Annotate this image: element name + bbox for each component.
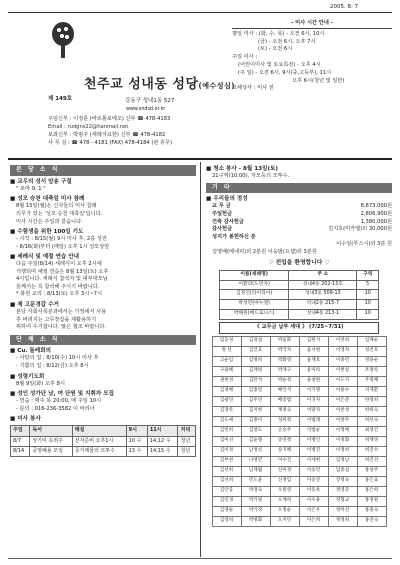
household-name: 김미선	[212, 436, 241, 446]
household-name: 남재월	[241, 466, 270, 476]
household-name: 배인석	[270, 386, 299, 396]
household-name: 이범순	[299, 426, 328, 436]
household-name: 이찬성	[328, 406, 357, 416]
table-row: 8/14 공영폐용 모임 증거제물의 모투수 13 수 14,15 수 청년	[11, 446, 196, 456]
household-name: 김미정	[212, 446, 241, 456]
household-name: 김주연	[241, 396, 270, 406]
household-name: 이은희	[299, 516, 328, 526]
household-name: 박경숙	[241, 486, 270, 496]
household-name: 정정희	[328, 516, 357, 526]
table-row	[212, 516, 386, 526]
household-name: 고순임	[212, 356, 241, 366]
parish-news-heading: 본 당 소 식	[10, 165, 196, 176]
household-name: 구광혜	[212, 366, 241, 376]
table-row: 김정인(라이리아) 성내3동 509-13 10	[220, 290, 379, 300]
news-heading: ■ 수험생을 위한 100일 기도	[10, 229, 84, 236]
household-name: 허재경	[357, 436, 386, 446]
household-name: 허진수	[357, 446, 386, 456]
list-item: 교 무 금 8,873,000원	[212, 203, 392, 210]
left-column: 본 당 소 식 ■ 교우의 성서 암송 구절 " 로마 9, 1 " ■ 성모 승천 대축일 미사 참례 8월 15일(월)은 신자들의 미사 참례 의무가 있는 '성모 승천 대축일'입니다. 미사 시간은 주일과 같습니다. ■ 수험생을 위한 100일 기도 - 시작 : 8/15(월) 9시 미사 후, 2층 성전 - 8/16(화)부터 (매일) 오후 1시 성모상앞 ■ 세례식 및 예절 연습 안내 다음 주일(8/14) 세례식이 오후 2시에 거행되며 예절 연습은 8월 13일(토) 오후 4시입니다. 세례식 참석자 및 대부대모님 들께서는 꼭 참석해 주시기 바랍니다. * 봉헌 교리 : 8/13(토) 오후 3시~7시 ■ 제 고문경갑 수거 본당 사회사목분과에서는 가정에서 사용 후 버려지는 고무장갑을 재활용하기 위하여 수거합니다. 많은 협조 바랍니다. 단 체 소 식 ■ Cu. 돌레회의 - 사랑의 집 : 8/10(수) 10시 미사 후 - 기쁨의 집 : 8/12(금) 오후 8시 ■ 성령기도회 8월 9일(화) 오후 8시 ■ 성인 성가단 남, 여 단원 및 지휘자 모집 - 연습 : 매주 목 20:00, 매 주일 10시 - 문의 : 016-236-3582 이 바리아 ■ 미사 봉사 주일 독서 해설 9시 11시 저녁 8/7 상기미 속죄주 전자준비 오후1시 10 수 14,12 수 청년 8/14 공영폐용 모임 증거제물의 모투수 13 수 14,15 수 청년	[10, 165, 196, 457]
household-name: 김광연	[212, 396, 241, 406]
table-row: 박혜원(베드로니스) 성내4동 213-1 10	[220, 310, 379, 320]
household-name: 김선희	[212, 466, 241, 476]
household-name: 민도윤	[241, 476, 270, 486]
household-name: 정 선	[212, 346, 241, 356]
household-name: 오원영	[270, 486, 299, 496]
table-row	[212, 436, 386, 446]
table-row	[212, 466, 386, 476]
table-row	[212, 476, 386, 486]
household-name: 이우용	[299, 496, 328, 506]
household-name: 홍은표	[357, 476, 386, 486]
household-name: 이용수	[328, 386, 357, 396]
household-name: 오지민	[270, 516, 299, 526]
issue-number: 제 149호	[48, 96, 73, 102]
household-name: 김원석	[299, 336, 328, 346]
household-name: 송지혜	[270, 446, 299, 456]
household-name: 이영자	[328, 346, 357, 356]
household-name: 성희정	[270, 416, 299, 426]
household-name: 손승주	[270, 426, 299, 436]
table-row	[212, 336, 386, 346]
table-row	[212, 406, 386, 416]
welcome-table: 이름(세례명) 주 소 구역 이환의(도민자) 성내4동 202-13호 5 김정인(라이리아) 성내3동 509-13 10 박성민(마누엘) 석내2동 215-7 10 박혜원(베드로니스) 성내4동 213-1 10	[219, 270, 379, 321]
table-row: 8/7 상기미 속죄주 전자준비 오후1시 10 수 14,12 수 청년	[11, 436, 196, 446]
household-name: 박윤화	[270, 336, 299, 346]
contact-row-1: 주임신부 : 이정훈 (바르톨로메오) 신부 ☎ 478-4183	[48, 116, 171, 122]
table-row	[212, 356, 386, 366]
table-row	[212, 446, 386, 456]
household-name: 지재환	[357, 386, 386, 396]
household-name: 이창주	[328, 416, 357, 426]
household-name: 성진호	[357, 346, 386, 356]
household-name: 김안웅	[212, 486, 241, 496]
household-name: 이연희	[328, 336, 357, 346]
list-item: 주일헌금 2,806,900원	[212, 210, 392, 217]
church-website[interactable]: www.sndsd.or.kr	[126, 107, 166, 112]
table-row: 이환의(도민자) 성내4동 202-13호 5	[220, 280, 379, 290]
household-name: 김영순	[212, 506, 241, 516]
table-row	[212, 386, 386, 396]
household-name: 이정화	[328, 436, 357, 446]
household-name: 권현성	[212, 376, 241, 386]
dues-households-heading: 《 교무금 납부 세대 》 (7/25~7/31)	[219, 322, 379, 334]
household-name: 이은우	[299, 506, 328, 516]
household-name: 박기원	[241, 496, 270, 506]
household-name: 허진선	[357, 456, 386, 466]
news-heading: ■ 성인 성가단 남, 여 단원 및 지휘자 모집	[10, 391, 115, 398]
household-name: 김인호	[241, 346, 270, 356]
household-name: 이승진	[299, 476, 328, 486]
table-row	[212, 456, 386, 466]
table-row	[212, 496, 386, 506]
household-name: 정용순	[357, 356, 386, 366]
table-row	[212, 416, 386, 426]
household-name: 이세현	[299, 456, 328, 466]
household-name: 계정숙	[270, 406, 299, 416]
household-name: 이동옥	[299, 486, 328, 496]
table-row	[212, 426, 386, 436]
mass-schedule-title: - 미사 시간 안내 -	[232, 20, 392, 29]
household-name: 김종이	[241, 416, 270, 426]
household-name: 박화영	[270, 356, 299, 366]
household-name: 김정희	[241, 356, 270, 366]
table-row	[212, 366, 386, 376]
household-name: 홍종숙	[357, 506, 386, 516]
table-row	[212, 506, 386, 516]
household-name: 한희숙	[357, 406, 386, 416]
household-name: 배증범	[270, 396, 299, 406]
household-name: 이현일	[328, 366, 357, 376]
page-title: 천주교 성내동 성당(예수성심)	[84, 77, 235, 92]
household-name: 김경배	[212, 386, 241, 396]
church-logo-icon	[50, 20, 76, 60]
news-heading: ■ Cu. 돌레회의	[10, 348, 52, 355]
collection-heading: ■ 우리들의 정성	[206, 196, 248, 203]
household-name: 조정록	[357, 366, 386, 376]
household-name: 임혜순	[357, 336, 386, 346]
table-row	[212, 346, 386, 356]
collection-list: 교 무 금 8,873,000원 주일헌금 2,806,900원 건축 감사헌금 1,380,000원 감사헌금 김지호(미카엘)외 30,000원 성지가 봉헌하신 분 이수임(루스시)외 3분 원 김영배(베네딕)외 2분원 이웅범(요셉)외 3분원	[212, 203, 392, 255]
household-name: 나영빈	[241, 456, 270, 466]
household-name: 오정순	[270, 506, 299, 516]
household-name: 이승민	[299, 466, 328, 476]
dues-households-grid	[212, 336, 387, 527]
household-name: 김경섭	[241, 336, 270, 346]
mass-service-table: 주일 독서 해설 9시 11시 저녁 8/7 상기미 속죄주 전자준비 오후1시 10 수 14,12 수 청년 8/14 공영폐용 모임 증거제물의 모투수 13 수 14,15 수 청년	[10, 425, 196, 457]
mass-schedule: - 미사 시간 안내 - 평일 미사 : (화, 수, 목) - 오전 6시, 10시 (금) - 오전 6시, 오후 7시 (토) - 오전 6시 주일 미사 : (어린이미사 및 토요특전) - 오후 4시 (주 일) - 오전 6시, 9시(중,고등부), 11시 오후 6시(청년 및 일반) 고해성사 : 미사 전	[232, 20, 392, 93]
household-name: 이병진	[299, 446, 328, 456]
table-row	[212, 486, 386, 496]
right-column: ■ 청소 봉사 - 8월 13일(토) 21구역(10:00), 자모등의 모투수. 기 타 ■ 우리들의 정성 교 무 금 8,873,000원 주일헌금 2,806,900원 건축 감사헌금 1,380,000원 감사헌금 김지호(미카엘)외 30,000원 성지가 봉헌하신 분 이수임(루스시)외 3분 원 김영배(베네딕)외 2분원 이웅범(요셉)외 3분원 ♡ 전입을 환영합니다 ♡ 이름(세례명) 주 소 구역 이환의(도민자) 성내4동 202-13호 5 김정인(라이리아) 성내3동 509-13 10 박성민(마누엘) 석내2동 215-7 10 박혜원(베드로니스) 성내4동 213-1 10 《 교무금 납부 세대 》 (7/25~7/31) 임동성 김경섭 박윤화 김원석 이연희 임혜순 정 선 김인호 박국자 윤서현 이영자 성진호 고순임 김정희 박화영 윤재호 이종민 정용순 구광혜 김재원 박재구 윤미라 이현일 조정록 권현성 김만석 박순정 윤창원 이도지 주명혜 김경배 김종연 배인석 이기명 이용수 지재환 김광연 김주연 배증범 이귀자 이은준 한정희 김경록 김지현 계정숙 이말자 이찬성 한희숙 김도애 김종이 성희정 이범래 이창주 허선숙 김민희 김창도 손승주 이범순 이정배 최경인 김미선 김윤철 송연정 이병인 이정화 허재경 김미정 남정선 송지혜 이병진 이정희 허진수 김부천 나영빈 이수진 이세현 임정남 허진선 김선희 남재월 신미경 이승민 임중섭 홍성주 김선희 민도윤 신정임 이승진 장정숙 홍은표 김안웅 박경숙 오원영 이동옥 정영준 홍은희 김연경 박기원 오재희 이우용 정형교 홍정원 김영순 박기정 오정순 이은우 정미선 홍종숙 김영희 박명화 오지민 이은희 정정희 홍진숙	[206, 163, 392, 529]
household-name: 김연경	[212, 496, 241, 506]
household-name: 정영준	[328, 486, 357, 496]
news-heading: ■ 미사 봉사	[10, 416, 41, 423]
household-name: 정형교	[328, 496, 357, 506]
household-name: 김경록	[212, 406, 241, 416]
household-name: 윤미라	[299, 366, 328, 376]
household-name: 김민희	[212, 426, 241, 436]
household-name: 박재구	[270, 366, 299, 376]
bulletin-date: 2005. 8. 7	[330, 4, 358, 10]
table-row	[212, 396, 386, 406]
list-item: 성지가 봉헌하신 분	[212, 233, 256, 240]
contact-row-2: Email : rudgns22@hanmail.net	[48, 124, 129, 131]
table-row	[212, 376, 386, 386]
household-name: 정미선	[328, 506, 357, 516]
household-name: 박명화	[241, 516, 270, 526]
household-name: 이범래	[299, 416, 328, 426]
news-heading: ■ 교우의 성서 암송 구절	[10, 178, 72, 185]
household-name: 이정배	[328, 426, 357, 436]
news-heading: ■ 성모 승천 대축일 미사 참례	[10, 196, 85, 203]
contact-row-3: 보좌신부 : 박범주 (세례자요한) 신부 ☎ 478-4182	[48, 132, 166, 139]
household-name: 박순정	[270, 376, 299, 386]
household-name: 신미경	[270, 466, 299, 476]
footer-rule	[8, 558, 392, 559]
household-name: 임중섭	[328, 466, 357, 476]
news-heading: ■ 성령기도회	[10, 373, 45, 380]
household-name: 이기명	[299, 386, 328, 396]
household-name: 홍진숙	[357, 516, 386, 526]
household-name: 김도애	[212, 416, 241, 426]
household-name: 남정선	[241, 446, 270, 456]
household-name: 윤재호	[299, 356, 328, 366]
welcome-heading: ♡ 전입을 환영합니다 ♡	[268, 260, 330, 267]
household-name: 이병인	[299, 436, 328, 446]
list-item: 감사헌금 김지호(미카엘)외 30,000원	[212, 226, 392, 233]
section-rule	[8, 158, 392, 160]
contact-row-4: 사 무 실 : ☎ 478 - 4181 (FAX) 478-4184 (관 휴무)	[48, 140, 173, 147]
household-name: 김영희	[212, 516, 241, 526]
household-name: 최경인	[357, 426, 386, 436]
cleaning-heading: ■ 청소 봉사 - 8월 13일(토)	[206, 166, 278, 172]
household-name: 이종민	[328, 356, 357, 366]
household-name: 김지현	[241, 406, 270, 416]
household-name: 임정남	[328, 456, 357, 466]
household-name: 김종연	[241, 386, 270, 396]
household-name: 김재원	[241, 366, 270, 376]
column-divider	[200, 162, 201, 557]
household-name: 홍정원	[357, 496, 386, 506]
misc-heading: 기 타	[206, 183, 392, 194]
household-name: 이정희	[328, 446, 357, 456]
household-name: 이은준	[328, 396, 357, 406]
table-row: 박성민(마누엘) 석내2동 215-7 10	[220, 300, 379, 310]
household-name: 신정임	[270, 476, 299, 486]
household-name: 송연정	[270, 436, 299, 446]
news-heading: ■ 제 고문경갑 수거	[10, 301, 59, 308]
contact-info	[48, 115, 228, 147]
household-name: 이귀자	[299, 396, 328, 406]
household-name: 홍성주	[357, 466, 386, 476]
household-name: 주명혜	[357, 376, 386, 386]
household-name: 이말자	[299, 406, 328, 416]
list-item: 건축 감사헌금 1,380,000원	[212, 218, 392, 225]
household-name: 박기정	[241, 506, 270, 516]
household-name: 이수진	[270, 456, 299, 466]
header-rule	[8, 12, 392, 13]
household-name: 오재희	[270, 496, 299, 506]
group-news-heading: 단 체 소 식	[10, 335, 196, 346]
household-name: 한정희	[357, 396, 386, 406]
household-name: 이도지	[328, 376, 357, 386]
household-name: 윤서현	[299, 346, 328, 356]
household-name: 김창도	[241, 426, 270, 436]
church-address: 강동구 성내1동 527	[125, 98, 175, 104]
household-name: 윤창원	[299, 376, 328, 386]
household-name: 허선숙	[357, 416, 386, 426]
news-heading: ■ 세례식 및 예절 연습 안내	[10, 254, 80, 261]
household-name: 홍은희	[357, 486, 386, 496]
household-name: 박국자	[270, 346, 299, 356]
household-name: 김선희	[212, 476, 241, 486]
household-name: 김부천	[212, 456, 241, 466]
household-name: 김만석	[241, 376, 270, 386]
household-name: 김윤철	[241, 436, 270, 446]
household-name: 임동성	[212, 336, 241, 346]
household-name: 장정숙	[328, 476, 357, 486]
